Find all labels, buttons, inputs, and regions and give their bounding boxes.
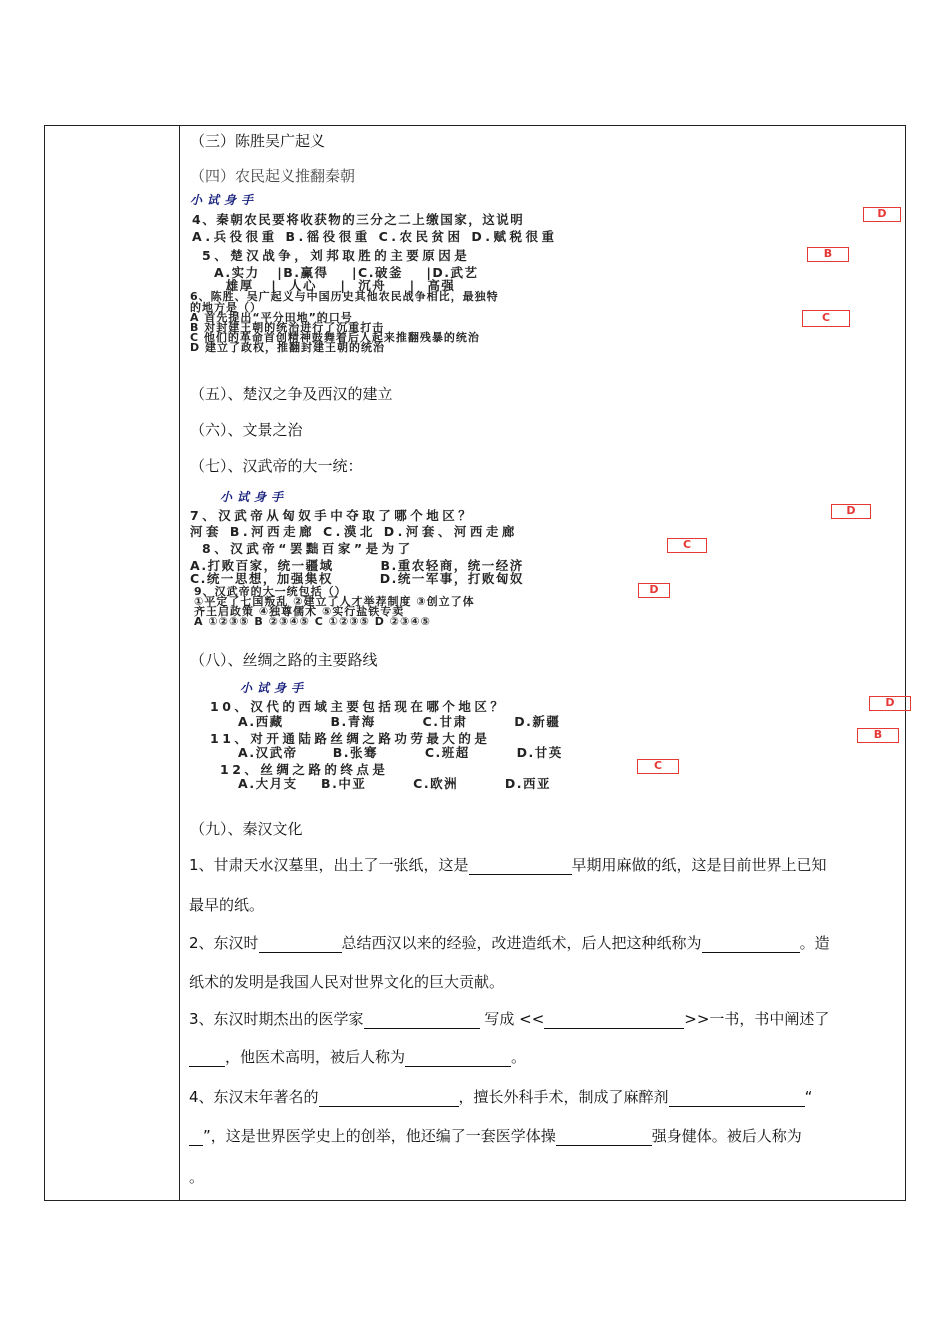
answer-blank[interactable]	[556, 1131, 652, 1146]
answer-box: B	[857, 728, 899, 743]
question-option: ①平定了七国叛乱 ②建立了人才举荐制度 ③创立了体	[194, 595, 475, 608]
try-it-label: 小试身手	[240, 681, 309, 695]
answer-blank[interactable]	[189, 1131, 203, 1146]
fill-blank-line: 最早的纸。	[189, 896, 265, 914]
question-option: D 建立了政权，推翻封建王朝的统治	[190, 341, 385, 354]
question-text: 的地方是（）	[190, 301, 262, 314]
answer-box: D	[863, 207, 901, 222]
answer-blank[interactable]	[259, 938, 342, 953]
fill-blank-line: ”，这是世界医学史上的创举，他还编了一套医学体操 强身健体。被后人称为	[189, 1125, 802, 1146]
answer-box: C	[637, 759, 679, 774]
section-heading: （六）、文景之治	[190, 421, 303, 439]
answer-box: D	[869, 696, 911, 711]
answer-blank[interactable]	[669, 1092, 805, 1107]
question-text: 8、汉武帝“罢黜百家”是为了	[202, 541, 414, 556]
answer-box: D	[831, 504, 871, 519]
question-options: C.统一思想，加强集权 D.统一军事，打败匈奴	[190, 571, 524, 586]
answer-blank[interactable]	[364, 1014, 480, 1029]
fill-blank-line: 纸术的发明是我国人民对世界文化的巨大贡献。	[189, 973, 505, 991]
question-text: 6、陈胜、吴广起义与中国历史其他农民战争相比，最独特	[190, 290, 499, 303]
section-heading: （九）、秦汉文化	[190, 820, 303, 838]
question-options: 雄厚 | 人心 | 沉舟 | 高强	[214, 278, 456, 293]
content-column	[180, 126, 905, 1200]
question-text: 7、汉武帝从匈奴手中夺取了哪个地区？	[190, 508, 475, 523]
section-heading: （四）农民起义推翻秦朝	[190, 167, 356, 185]
answer-box: B	[807, 247, 849, 262]
question-option: A 首先提出“平分田地”的口号	[190, 311, 353, 324]
question-options: A.汉武帝 B.张骞 C.班超 D.甘英	[238, 745, 563, 760]
question-text: 4、秦朝农民要将收获物的三分之二上缴国家，这说明	[192, 212, 525, 227]
question-option: B 对封建王朝的统治进行了沉重打击	[190, 321, 385, 334]
question-text: 10、汉代的西域主要包括现在哪个地区？	[210, 699, 507, 714]
worksheet-table	[44, 125, 906, 1201]
question-text: 5、楚汉战争，刘邦取胜的主要原因是	[202, 248, 471, 263]
fill-blank-line: 4、东汉末年著名的 ，擅长外科手术，制成了麻醉剂 “	[189, 1088, 813, 1106]
left-column	[45, 126, 180, 1200]
question-option: A ①②③⑤ B ②③④⑤ C ①②③⑤ D ②③④⑤	[194, 615, 431, 628]
answer-blank[interactable]	[319, 1092, 459, 1107]
fill-blank-line: 。	[189, 1168, 205, 1186]
question-options: A.实力 |B.赢得 |C.破釜 |D.武艺	[214, 265, 479, 280]
section-heading: （三）陈胜吴广起义	[190, 132, 326, 150]
section-heading: （八）、丝绸之路的主要路线	[190, 651, 378, 669]
section-heading: （五）、楚汉之争及西汉的建立	[190, 385, 393, 403]
answer-blank[interactable]	[702, 938, 800, 953]
answer-blank[interactable]	[544, 1014, 684, 1029]
question-options: A.西藏 B.青海 C.甘肃 D.新疆	[238, 714, 561, 729]
question-options: A.兵役很重 B.徭役很重 C.农民贫困 D.赋税很重	[192, 229, 558, 244]
question-options: 河套 B.河西走廊 C.漠北 D.河套、河西走廊	[190, 524, 518, 539]
answer-box: D	[638, 583, 670, 598]
question-text: 12、丝绸之路的终点是	[220, 762, 389, 777]
fill-blank-line: 3、东汉时期杰出的医学家 写成 << >>一书，书中阐述了	[189, 1010, 830, 1028]
section-heading: （七）、汉武帝的大一统：	[190, 457, 363, 475]
question-options: A.大月支 B.中亚 C.欧洲 D.西亚	[238, 776, 552, 791]
question-text: 11、对开通陆路丝绸之路功劳最大的是	[210, 731, 491, 746]
answer-box: C	[667, 538, 707, 553]
answer-box: C	[802, 310, 850, 327]
question-options: A.打败百家，统一疆域 B.重农轻商，统一经济	[190, 558, 524, 573]
fill-blank-line: 1、甘肃天水汉墓里，出土了一张纸，这是 早期用麻做的纸，这是目前世界上已知	[189, 856, 827, 874]
try-it-label: 小试身手	[190, 193, 259, 207]
question-text: 9、汉武帝的大一统包括（）	[194, 585, 347, 598]
fill-blank-line: 2、东汉时 总结西汉以来的经验，改进造纸术，后人把这种纸称为 。造	[189, 934, 830, 952]
fill-blank-line: ，他医术高明，被后人称为 。	[189, 1046, 526, 1067]
question-option: C 他们的革命首创精神鼓舞着后人起来推翻残暴的统治	[190, 331, 480, 344]
answer-blank[interactable]	[189, 1052, 225, 1067]
try-it-label: 小试身手	[220, 490, 289, 504]
question-option: 齐王启政策 ④独尊儒术 ⑤实行盐铁专卖	[194, 605, 405, 618]
answer-blank[interactable]	[405, 1052, 511, 1067]
answer-blank[interactable]	[469, 860, 572, 875]
